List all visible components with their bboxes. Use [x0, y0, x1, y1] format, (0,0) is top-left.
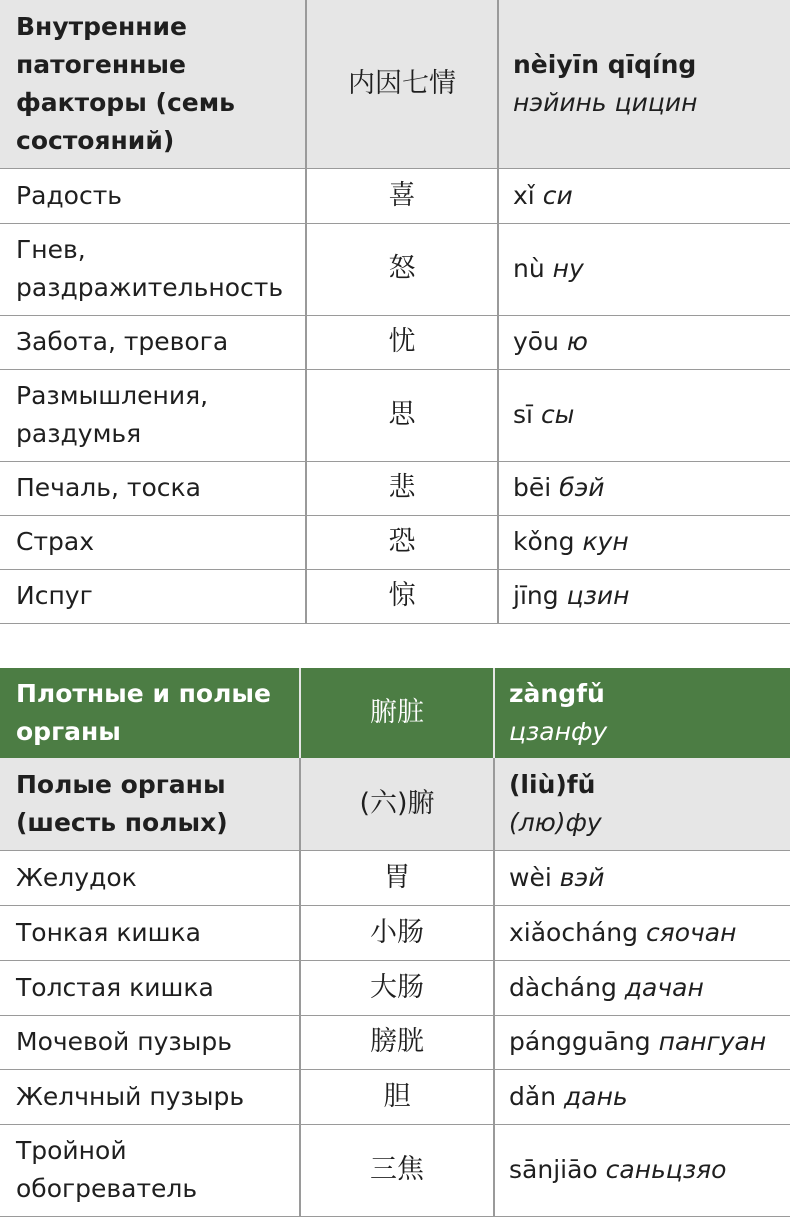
row-translit: сяочан [645, 917, 737, 947]
row-translit: сы [540, 400, 575, 429]
row-zh: 大肠 [300, 960, 494, 1015]
subheader-translit: (лю)фу [509, 807, 602, 837]
header-zh: 腑脏 [300, 668, 494, 758]
row-pinyin: dàcháng [509, 972, 617, 1002]
row-pinyin: wèi [509, 862, 552, 892]
header-translit: цзанфу [509, 717, 608, 746]
subheader-pinyin: (liù)fǔ [509, 769, 596, 799]
row-pinyin-cell [498, 461, 790, 515]
row-ru: Страх [0, 515, 306, 569]
row-translit: пангуан [658, 1027, 767, 1056]
table-header-row [0, 668, 790, 758]
row-pinyin-cell [494, 1015, 790, 1069]
row-translit: вэй [559, 862, 605, 892]
row-pinyin: xiǎocháng [509, 917, 638, 947]
row-pinyin-cell [498, 168, 790, 223]
row-pinyin-cell [498, 515, 790, 569]
row-pinyin: pángguāng [509, 1027, 651, 1056]
table-row [0, 960, 790, 1015]
row-zh: 恐 [306, 515, 498, 569]
row-translit: си [542, 180, 573, 210]
row-ru: Гнев, раздражительность [0, 223, 306, 315]
subheader-zh: (六)腑 [300, 758, 494, 850]
row-zh: 惊 [306, 569, 498, 623]
table-row [0, 315, 790, 369]
table-row [0, 1124, 790, 1216]
row-zh: 膀胱 [300, 1015, 494, 1069]
row-pinyin-cell [494, 850, 790, 905]
row-pinyin-cell [494, 960, 790, 1015]
row-zh: 胃 [300, 850, 494, 905]
header-ru: Внутренние патогенные факторы (семь состояний) [0, 0, 306, 168]
row-zh: 怒 [306, 223, 498, 315]
table-header-row [0, 0, 790, 168]
table-row [0, 168, 790, 223]
row-translit: саньцзяо [605, 1155, 727, 1184]
row-pinyin-cell [498, 369, 790, 461]
header-pinyin-cell [498, 0, 790, 168]
table-row [0, 1015, 790, 1069]
row-ru: Забота, тревога [0, 315, 306, 369]
row-ru: Желудок [0, 850, 300, 905]
row-ru: Испуг [0, 569, 306, 623]
header-zh: 内因七情 [306, 0, 498, 168]
row-translit: ну [552, 254, 584, 283]
subheader-ru: Полые органы (шесть полых) [0, 758, 300, 850]
row-ru: Толстая кишка [0, 960, 300, 1015]
table-row [0, 461, 790, 515]
row-pinyin: jīng [513, 581, 559, 610]
table-row [0, 569, 790, 623]
row-ru: Желчный пузырь [0, 1069, 300, 1124]
row-pinyin: nù [513, 254, 545, 283]
row-pinyin-cell [494, 1124, 790, 1216]
header-pinyin: nèiyīn qīqíng [513, 49, 697, 79]
table-row [0, 515, 790, 569]
header-pinyin-cell [494, 668, 790, 758]
row-pinyin: sānjiāo [509, 1155, 598, 1184]
row-pinyin-cell [498, 569, 790, 623]
row-pinyin: yōu [513, 327, 559, 356]
row-pinyin-cell [498, 223, 790, 315]
header-translit: нэйинь цицин [513, 87, 698, 117]
row-ru: Тонкая кишка [0, 905, 300, 960]
subheader-row [0, 758, 790, 850]
row-pinyin: bēi [513, 473, 552, 502]
header-pinyin: zàngfǔ [509, 679, 605, 708]
table-row [0, 369, 790, 461]
row-ru: Тройной обогреватель [0, 1124, 300, 1216]
subheader-pinyin-cell [494, 758, 790, 850]
row-pinyin-cell [498, 315, 790, 369]
row-pinyin-cell [494, 1069, 790, 1124]
row-ru: Размышления, раздумья [0, 369, 306, 461]
row-zh: 忧 [306, 315, 498, 369]
row-zh: 悲 [306, 461, 498, 515]
row-pinyin-cell [494, 905, 790, 960]
row-pinyin: xǐ [513, 180, 535, 210]
row-zh: 喜 [306, 168, 498, 223]
row-translit: бэй [559, 473, 605, 502]
table-row [0, 223, 790, 315]
zangfu-table [0, 668, 790, 1217]
row-pinyin: dǎn [509, 1081, 557, 1111]
header-ru: Плотные и полые органы [0, 668, 300, 758]
row-ru: Мочевой пузырь [0, 1015, 300, 1069]
row-translit: кун [582, 527, 629, 556]
row-pinyin: kǒng [513, 527, 575, 556]
row-pinyin: sī [513, 400, 533, 429]
row-ru: Печаль, тоска [0, 461, 306, 515]
row-zh: 三焦 [300, 1124, 494, 1216]
row-zh: 胆 [300, 1069, 494, 1124]
row-ru: Радость [0, 168, 306, 223]
row-zh: 小肠 [300, 905, 494, 960]
table-row [0, 850, 790, 905]
row-translit: цзин [566, 581, 630, 610]
row-translit: ю [566, 327, 588, 356]
table-row [0, 905, 790, 960]
row-translit: дань [564, 1081, 628, 1111]
row-translit: дачан [624, 972, 704, 1002]
row-zh: 思 [306, 369, 498, 461]
table-row [0, 1069, 790, 1124]
